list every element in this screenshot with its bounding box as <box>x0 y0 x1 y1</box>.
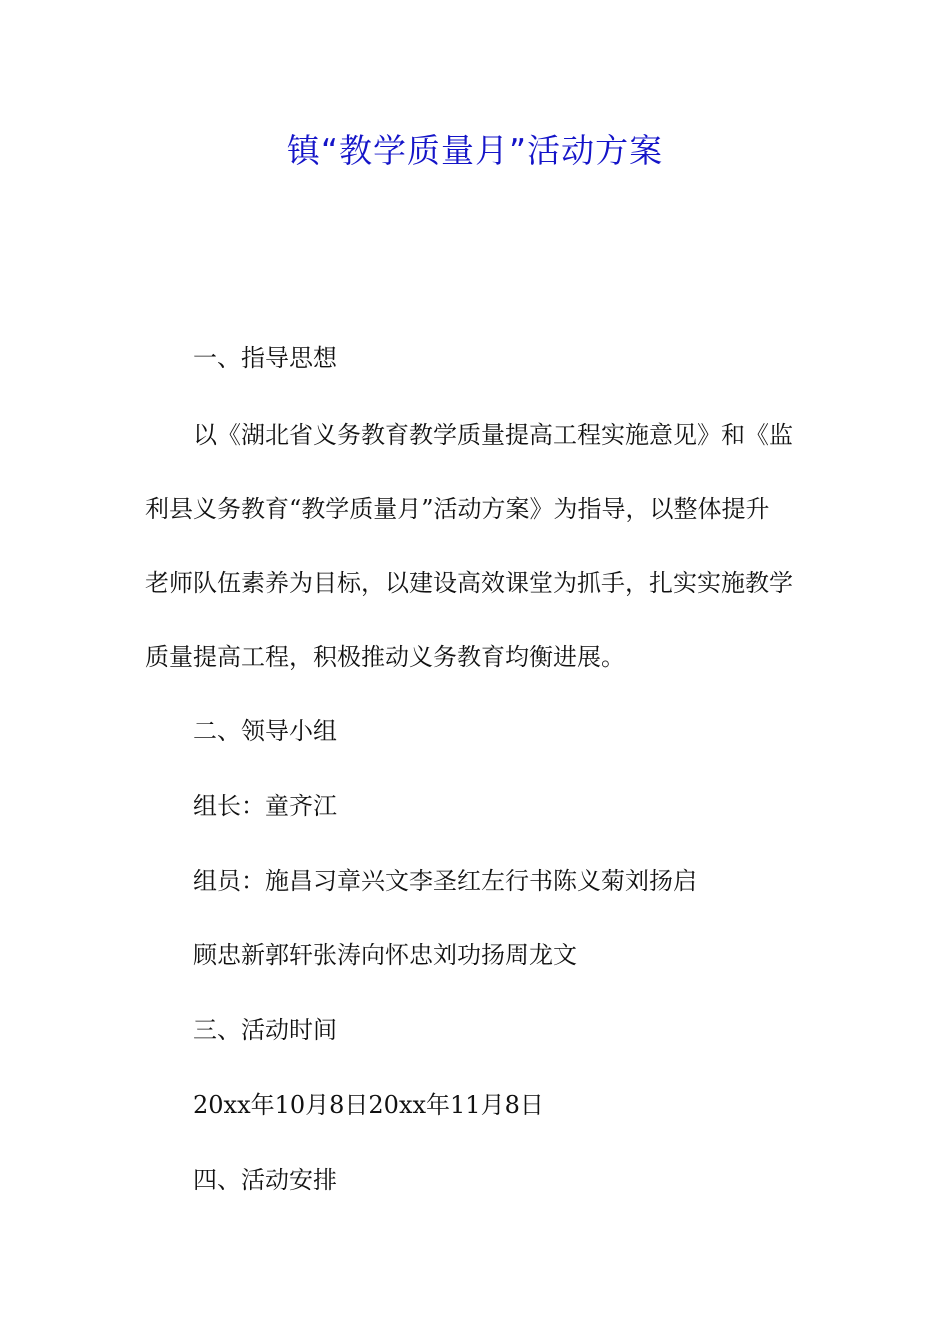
group-members: 组员：施昌习章兴文李圣红左行书陈义菊刘扬启 <box>193 867 697 895</box>
paragraph-line: 老师队伍素养为目标，以建设高效课堂为抓手，扎实实施教学 <box>145 569 793 597</box>
paragraph-line: 利县义务教育“教学质量月”活动方案》为指导，以整体提升 <box>145 495 770 523</box>
group-members-continued: 顾忠新郭轩张涛向怀忠刘功扬周龙文 <box>193 941 577 969</box>
activity-time-value: 20xx年10月8日20xx年11月8日 <box>193 1091 544 1119</box>
document-title: 镇“教学质量月”活动方案 <box>286 131 664 170</box>
section-heading-activity-time: 三、活动时间 <box>193 1016 337 1044</box>
group-leader: 组长：童齐江 <box>193 792 337 820</box>
paragraph-line: 以《湖北省义务教育教学质量提高工程实施意见》和《监 <box>193 421 793 449</box>
section-heading-guiding-ideology: 一、指导思想 <box>193 344 337 372</box>
section-heading-activity-arrangement: 四、活动安排 <box>193 1166 337 1194</box>
paragraph-line: 质量提高工程，积极推动义务教育均衡进展。 <box>145 643 625 671</box>
section-heading-leadership-group: 二、领导小组 <box>193 717 337 745</box>
